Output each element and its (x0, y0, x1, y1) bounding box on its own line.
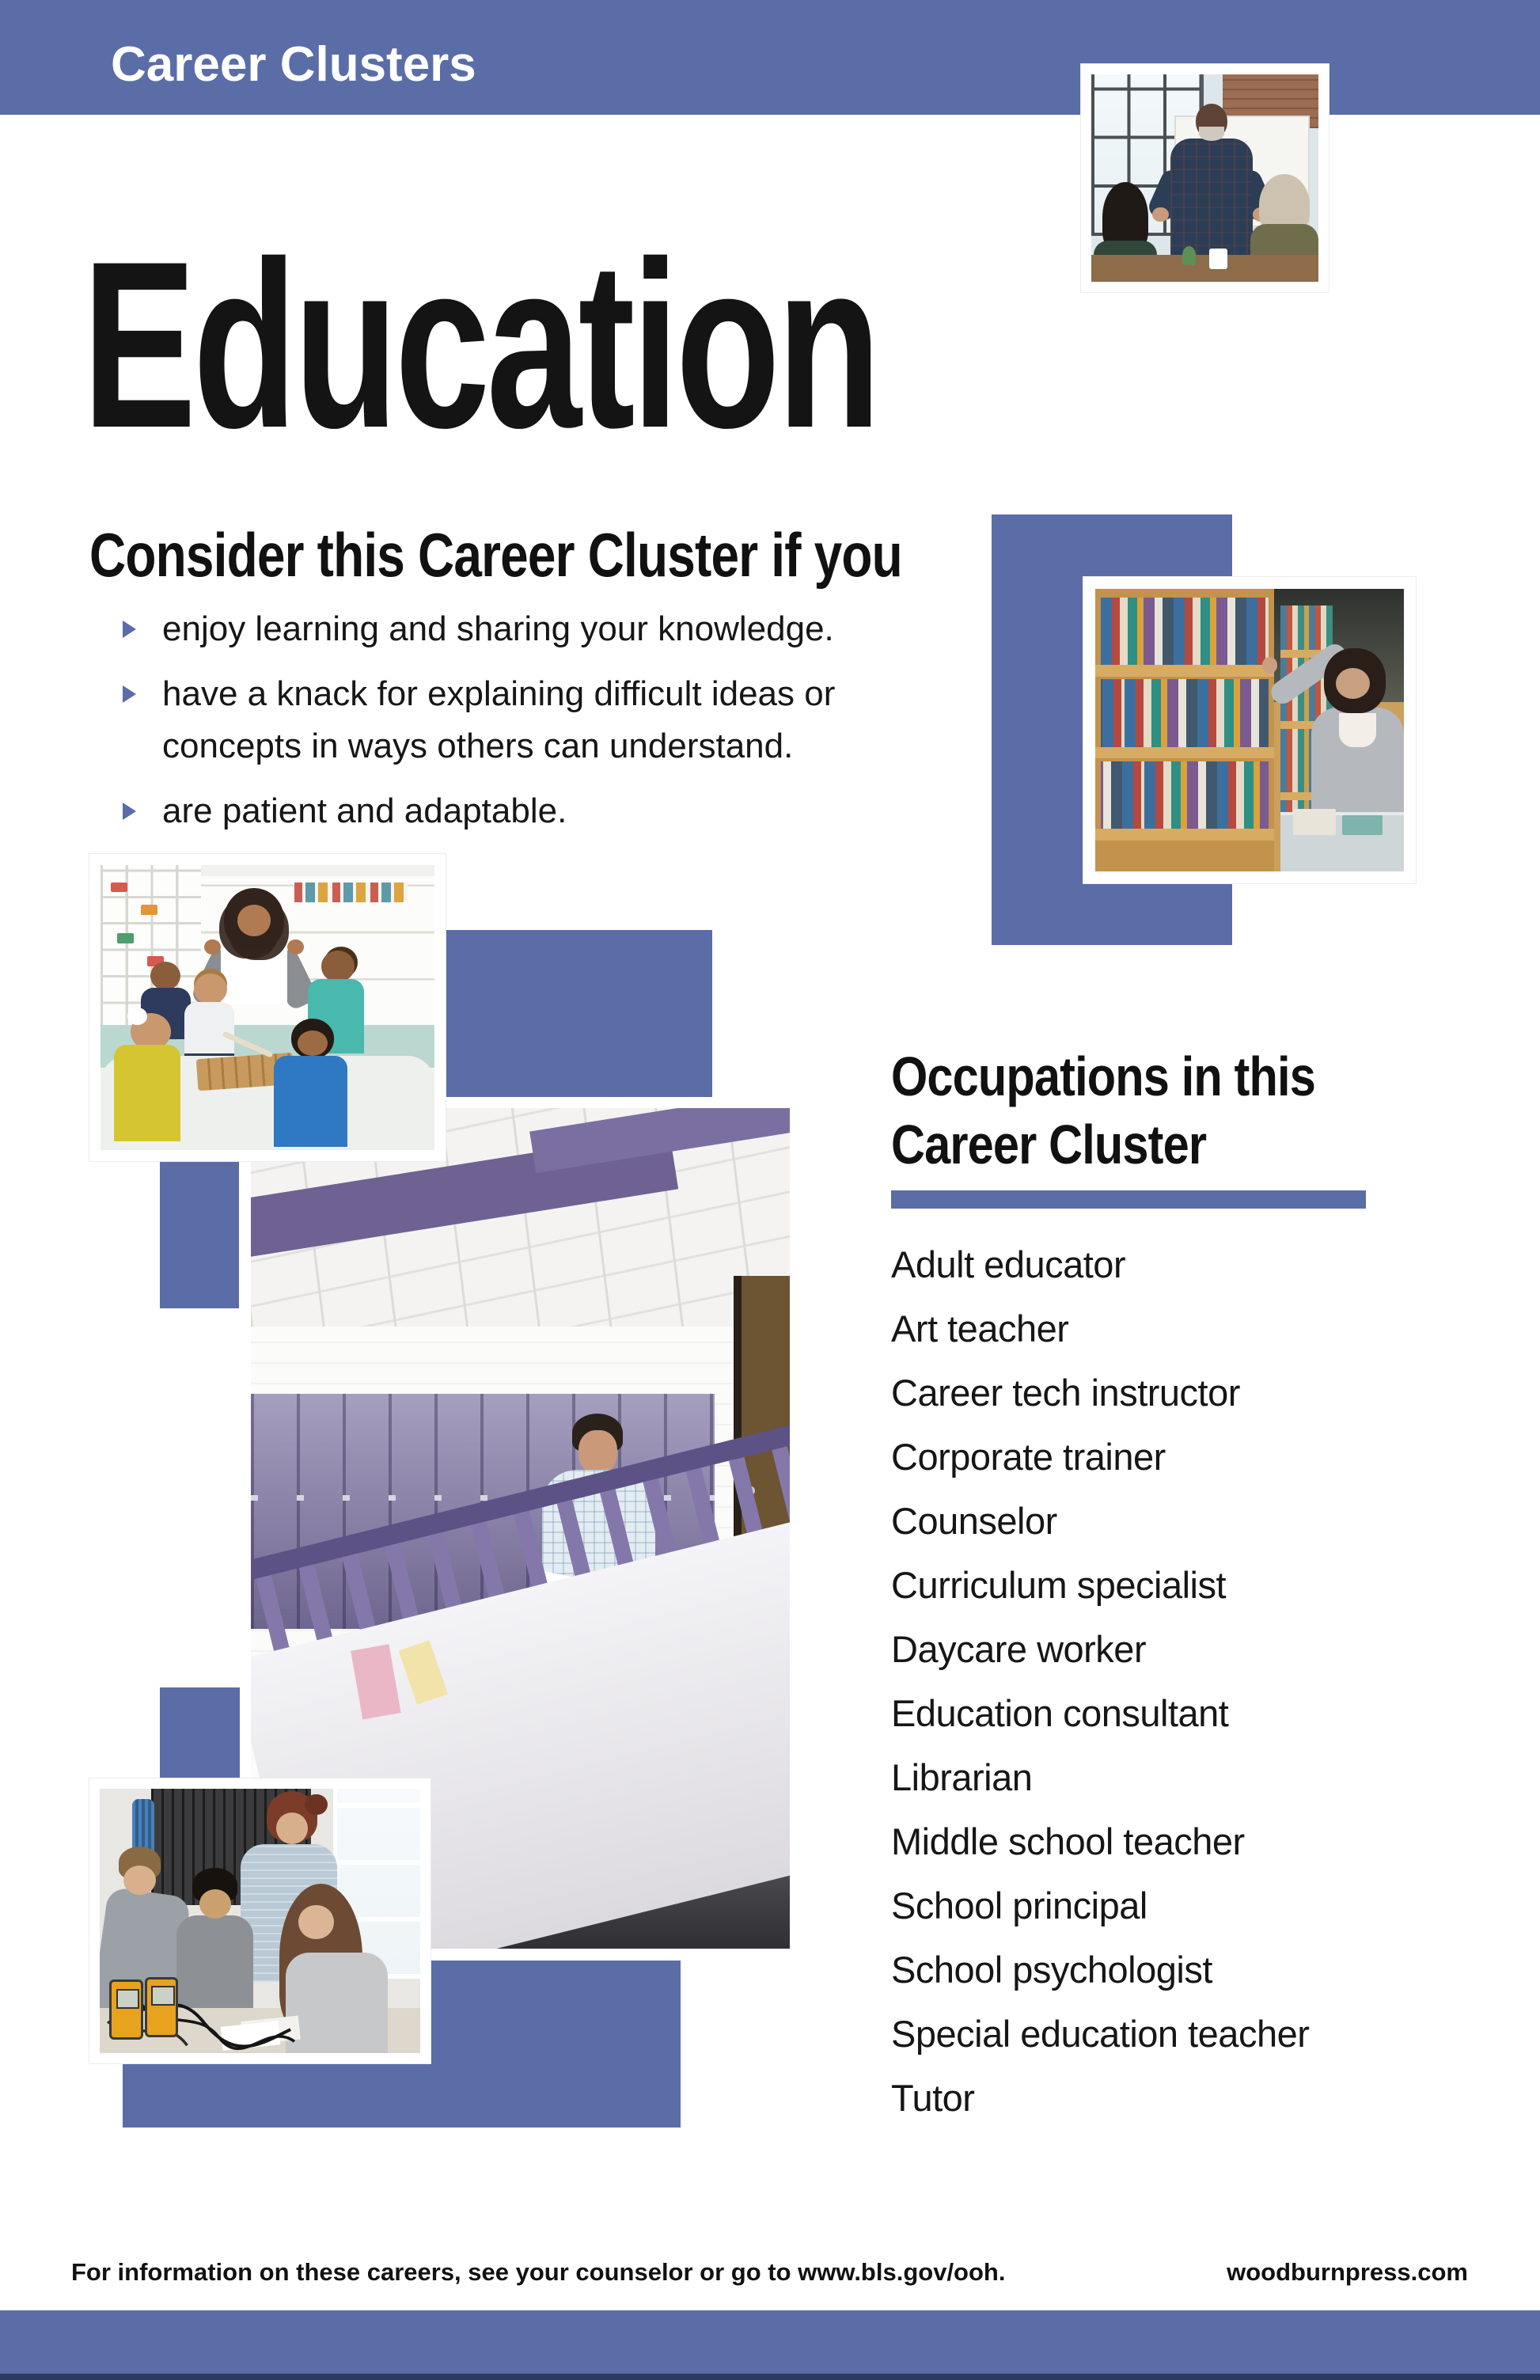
occupation-item: Corporate trainer (891, 1436, 1166, 1478)
occupation-item: Career tech instructor (891, 1372, 1240, 1414)
presenter-beard (1199, 127, 1224, 141)
occupation-item: Curriculum specialist (891, 1564, 1227, 1606)
occupations-list (891, 1232, 1493, 2130)
kids-classroom-photo (101, 865, 434, 1150)
bottom-bar (0, 2310, 1540, 2380)
child-body (114, 1045, 180, 1141)
bookshelf (1095, 589, 1274, 871)
library-photo (1095, 589, 1404, 871)
art-supplies (294, 883, 408, 902)
teacher-face (578, 1430, 617, 1474)
occupation-item: School psychologist (891, 1949, 1212, 1991)
book-row (1101, 679, 1269, 747)
teacher-hair-bun (305, 1794, 327, 1816)
librarian-shirt (1339, 713, 1376, 747)
student-face (199, 1889, 232, 1919)
multimeter (145, 1977, 178, 2037)
occupation-item: Tutor (891, 2077, 975, 2119)
occupation-item: Daycare worker (891, 1628, 1147, 1670)
student-face (298, 1905, 334, 1939)
child-face (298, 1031, 328, 1056)
occupation-item: Art teacher (891, 1308, 1069, 1349)
accent-rect-left-1 (160, 1162, 239, 1308)
book-row (1101, 761, 1269, 829)
teacher-face (237, 905, 271, 936)
stacked-books (1342, 815, 1383, 835)
occupation-item: Adult educator (891, 1243, 1126, 1285)
shelf-board (1095, 747, 1274, 758)
shelf-board (1095, 665, 1274, 676)
triangle-bullet-icon (123, 621, 136, 638)
classroom-presentation-photo (1091, 74, 1318, 282)
occupation-item: School principal (891, 1885, 1147, 1926)
accent-rect-left-2 (160, 1687, 240, 1786)
occupation-item: Special education teacher (891, 2013, 1310, 2055)
occupation-item: Librarian (891, 1756, 1033, 1798)
page-title: Education (82, 211, 878, 477)
multimeter-screen (116, 1989, 140, 2009)
occupations-heading (891, 1042, 1315, 1179)
table (1091, 255, 1318, 282)
multimeter-screen (151, 1986, 175, 2006)
cubby-bin (117, 933, 134, 943)
cubby-bin (111, 883, 127, 893)
mug (1209, 249, 1227, 269)
occupation-item: Middle school teacher (891, 1820, 1245, 1862)
consider-bullet-list (89, 603, 976, 850)
students-lab-photo (100, 1789, 420, 2053)
occupations-heading-line1: Occupations in this (891, 1046, 1315, 1107)
librarian-hand (1262, 657, 1278, 674)
triangle-bullet-icon (123, 685, 136, 703)
child-head (321, 951, 355, 982)
teacher-body (221, 942, 287, 1004)
bullet-item: are patient and adaptable. (89, 785, 976, 850)
occupations-heading-line2: Career Cluster (891, 1114, 1207, 1175)
presenter-body (1170, 139, 1252, 259)
child-body (274, 1056, 347, 1147)
triangle-bullet-icon (123, 803, 136, 820)
bullet-item: have a knack for explaining difficult ideas or concepts in ways others can understand. (89, 668, 976, 785)
header-title: Career Clusters (111, 37, 476, 92)
consider-heading: Consider this Career Cluster if you (89, 520, 902, 590)
teacher-face (276, 1813, 309, 1844)
bullet-item: enjoy learning and sharing your knowledge. (89, 603, 976, 668)
bottom-bar-dark-strip (0, 2374, 1540, 2380)
multimeter (109, 1980, 142, 2040)
footer-info-text: For information on these careers, see your counselor or go to www.bls.gov/ooh. (71, 2258, 1006, 2286)
cubby-bin (141, 905, 157, 915)
accent-rect-bottom-wide (123, 2064, 681, 2128)
accent-rect-middle (446, 930, 712, 1097)
occupations-divider-bar (891, 1190, 1366, 1209)
occupation-item: Education consultant (891, 1692, 1229, 1734)
shelf-board (1095, 829, 1274, 840)
presenter-hand (1152, 207, 1168, 222)
student-face (123, 1866, 156, 1895)
book-row (1101, 598, 1269, 666)
student-body (286, 1953, 389, 2053)
stacked-books (1293, 809, 1337, 834)
teacher-hand (204, 939, 221, 955)
librarian-face (1336, 668, 1370, 699)
plant (1182, 246, 1196, 265)
occupation-item: Counselor (891, 1500, 1057, 1542)
hair-flower (127, 1008, 147, 1025)
footer-site-text: woodburnpress.com (1227, 2258, 1468, 2286)
